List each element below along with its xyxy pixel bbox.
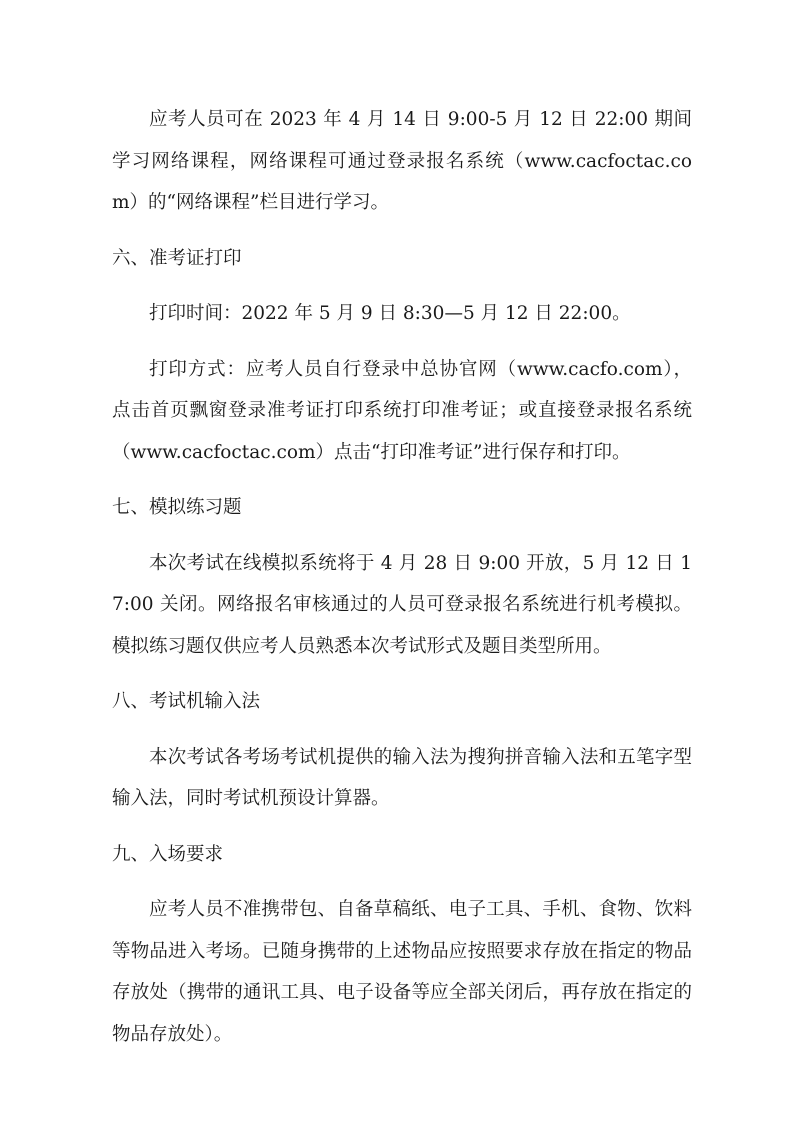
paragraph-print-time: 打印时间：2022 年 5 月 9 日 8:30—5 月 12 日 22:00。 (149, 303, 631, 324)
paragraph-mock-exercise: 本次考试在线模拟系统将于 4 月 28 日 9:00 开放，5 月 12 日 17:00 关闭。网络报名审核通过的人员可登录报名系统进行机考模拟。模拟练习题仅供应考人员熟悉本次考试形式及题目类型所用。 (112, 552, 692, 657)
paragraph-online-course: 应考人员可在 2023 年 4 月 14 日 9:00-5 月 12 日 22:00 期间学习网络课程，网络课程可通过登录报名系统（www.cacfoctac.com）的“网络课程”栏目进行学习。 (112, 109, 692, 213)
heading-input-method: 八、考试机输入法 (112, 691, 261, 712)
heading-mock-exercise: 七、模拟练习题 (112, 497, 242, 518)
heading-admission-ticket: 六、准考证打印 (112, 247, 242, 269)
paragraph-print-method: 打印方式：应考人员自行登录中总协官网（www.cacfo.com），点击首页飘窗登录准考证打印系统打印准考证；或直接登录报名系统（www.cacfoctac.com）点击“打印准考证”进行保存和打印。 (112, 358, 692, 463)
paragraph-entry-requirements: 应考人员不准携带包、自备草稿纸、电子工具、手机、食物、饮料等物品进入考场。已随身携带的上述物品应按照要求存放在指定的物品存放处（携带的通讯工具、电子设备等应全部关闭后，再存放在指定的物品存放处）。 (112, 899, 692, 1045)
document-body (112, 99, 692, 1055)
paragraph-input-method: 本次考试各考场考试机提供的输入法为搜狗拼音输入法和五笔字型输入法，同时考试机预设计算器。 (112, 746, 692, 809)
heading-entry-requirements: 九、入场要求 (112, 843, 224, 865)
